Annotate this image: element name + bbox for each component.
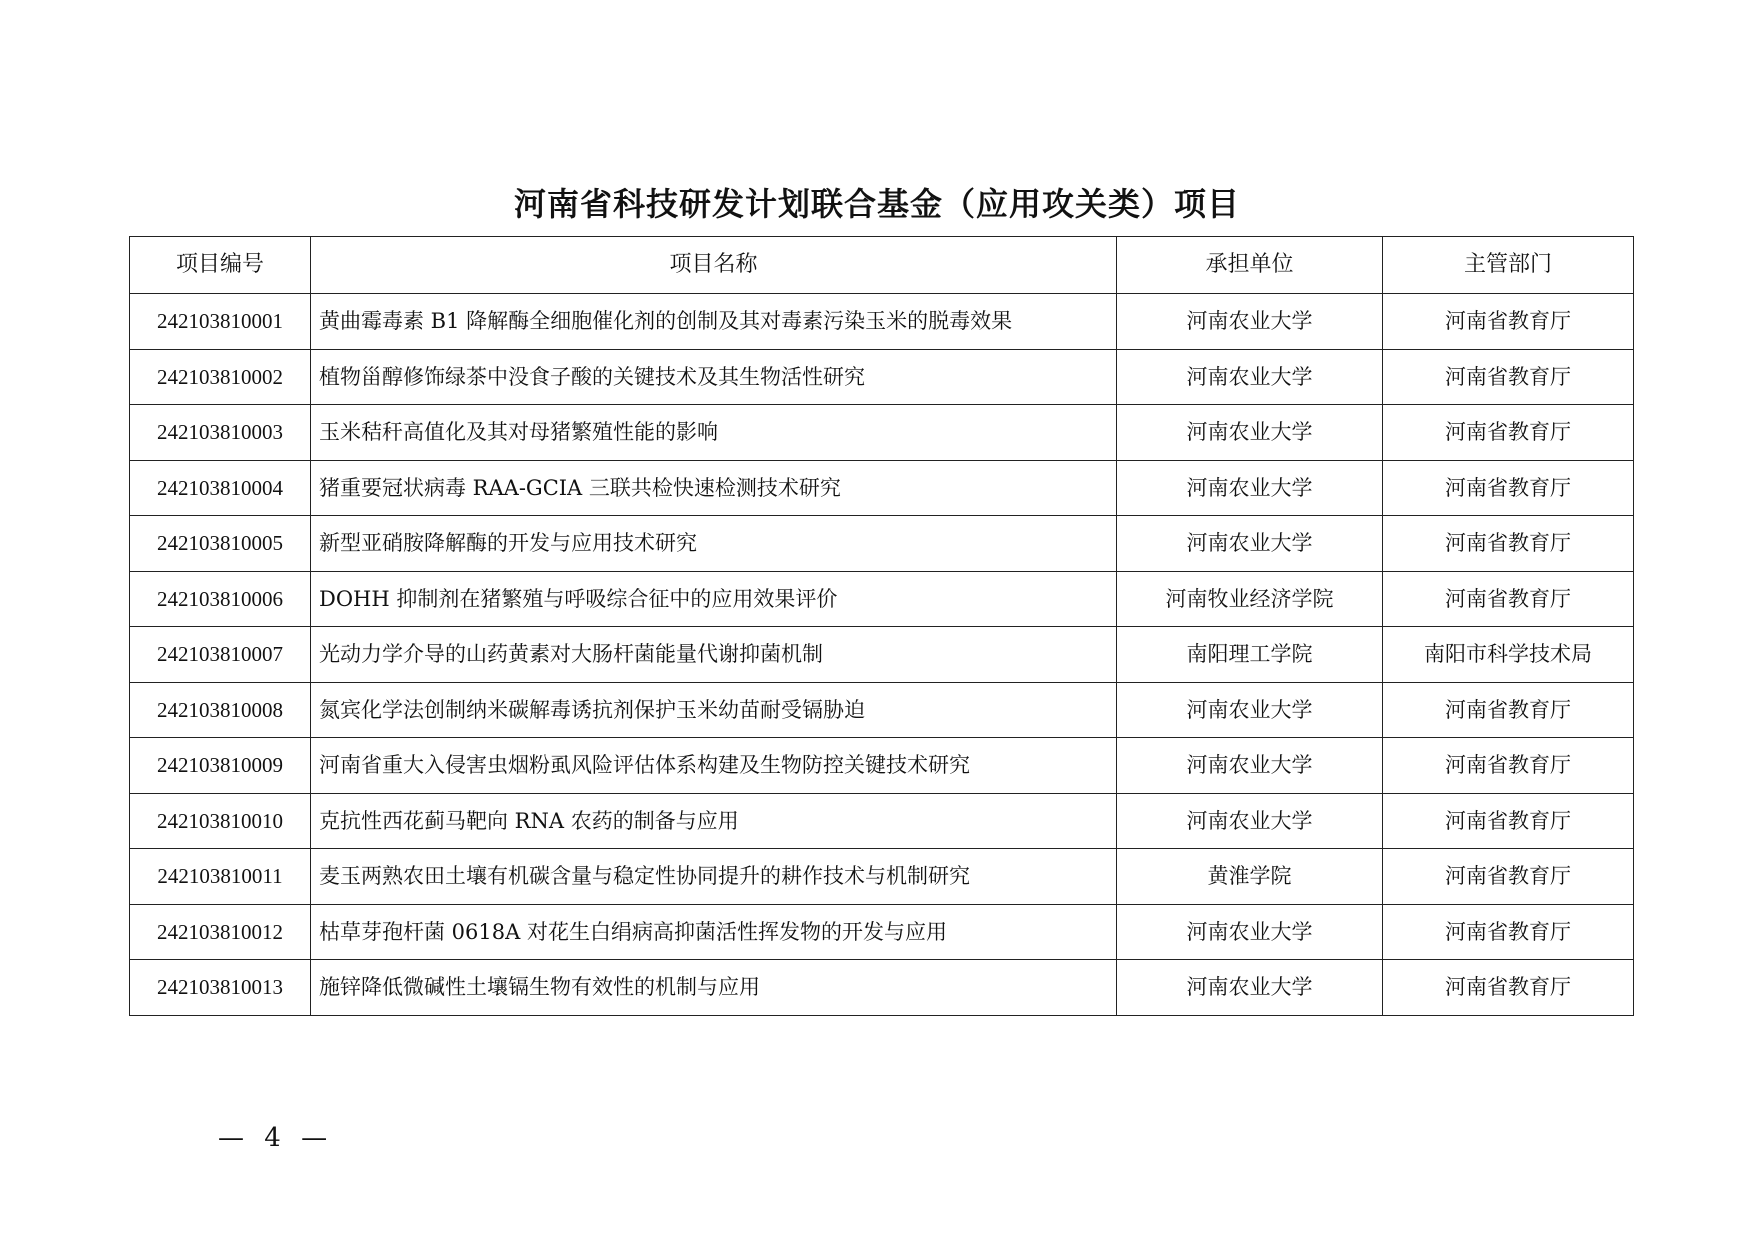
- table-row: [130, 516, 1634, 572]
- project-id-cell: 242103810003: [130, 405, 311, 461]
- table-row: [130, 904, 1634, 960]
- table-row: [130, 294, 1634, 350]
- project-name-cell: 枯草芽孢杆菌 0618A 对花生白绢病高抑菌活性挥发物的开发与应用: [311, 904, 1117, 960]
- table-row: [130, 738, 1634, 794]
- project-id-cell: 242103810008: [130, 682, 311, 738]
- table-row: [130, 460, 1634, 516]
- supervising-dept-cell: 河南省教育厅: [1383, 516, 1634, 572]
- table-row: [130, 849, 1634, 905]
- undertaking-unit-cell: 河南农业大学: [1117, 516, 1383, 572]
- project-id-cell: 242103810012: [130, 904, 311, 960]
- undertaking-unit-cell: 河南农业大学: [1117, 349, 1383, 405]
- table-row: [130, 349, 1634, 405]
- undertaking-unit-cell: 河南农业大学: [1117, 960, 1383, 1016]
- table-header-row: [130, 237, 1634, 294]
- project-id-cell: 242103810013: [130, 960, 311, 1016]
- project-id-cell: 242103810007: [130, 627, 311, 683]
- project-id-cell: 242103810011: [130, 849, 311, 905]
- table-row: [130, 405, 1634, 461]
- supervising-dept-cell: 河南省教育厅: [1383, 904, 1634, 960]
- table-row: [130, 627, 1634, 683]
- project-name-cell: 麦玉两熟农田土壤有机碳含量与稳定性协同提升的耕作技术与机制研究: [311, 849, 1117, 905]
- undertaking-unit-cell: 河南农业大学: [1117, 682, 1383, 738]
- project-name-cell: 施锌降低微碱性土壤镉生物有效性的机制与应用: [311, 960, 1117, 1016]
- undertaking-unit-cell: 河南农业大学: [1117, 793, 1383, 849]
- project-id-cell: 242103810006: [130, 571, 311, 627]
- undertaking-unit-cell: 河南牧业经济学院: [1117, 571, 1383, 627]
- supervising-dept-cell: 河南省教育厅: [1383, 682, 1634, 738]
- project-name-cell: 氮宾化学法创制纳米碳解毒诱抗剂保护玉米幼苗耐受镉胁迫: [311, 682, 1117, 738]
- project-id-cell: 242103810001: [130, 294, 311, 350]
- project-id-cell: 242103810002: [130, 349, 311, 405]
- header-supervising-dept: 主管部门: [1383, 237, 1634, 294]
- table-row: [130, 793, 1634, 849]
- project-name-cell: 猪重要冠状病毒 RAA-GCIA 三联共检快速检测技术研究: [311, 460, 1117, 516]
- supervising-dept-cell: 河南省教育厅: [1383, 793, 1634, 849]
- supervising-dept-cell: 河南省教育厅: [1383, 849, 1634, 905]
- table-row: [130, 571, 1634, 627]
- supervising-dept-cell: 河南省教育厅: [1383, 349, 1634, 405]
- project-id-cell: 242103810009: [130, 738, 311, 794]
- undertaking-unit-cell: 河南农业大学: [1117, 460, 1383, 516]
- project-id-cell: 242103810010: [130, 793, 311, 849]
- supervising-dept-cell: 河南省教育厅: [1383, 294, 1634, 350]
- undertaking-unit-cell: 河南农业大学: [1117, 738, 1383, 794]
- project-id-cell: 242103810004: [130, 460, 311, 516]
- undertaking-unit-cell: 黄淮学院: [1117, 849, 1383, 905]
- supervising-dept-cell: 南阳市科学技术局: [1383, 627, 1634, 683]
- project-name-cell: 光动力学介导的山药黄素对大肠杆菌能量代谢抑菌机制: [311, 627, 1117, 683]
- supervising-dept-cell: 河南省教育厅: [1383, 960, 1634, 1016]
- page-number: — 4 —: [218, 1123, 334, 1153]
- undertaking-unit-cell: 河南农业大学: [1117, 294, 1383, 350]
- project-name-cell: DOHH 抑制剂在猪繁殖与呼吸综合征中的应用效果评价: [311, 571, 1117, 627]
- project-name-cell: 玉米秸秆高值化及其对母猪繁殖性能的影响: [311, 405, 1117, 461]
- header-project-id: 项目编号: [130, 237, 311, 294]
- project-name-cell: 河南省重大入侵害虫烟粉虱风险评估体系构建及生物防控关键技术研究: [311, 738, 1117, 794]
- header-undertaking-unit: 承担单位: [1117, 237, 1383, 294]
- supervising-dept-cell: 河南省教育厅: [1383, 460, 1634, 516]
- page-title: 河南省科技研发计划联合基金（应用攻关类）项目: [513, 185, 1240, 223]
- table-row: [130, 682, 1634, 738]
- header-project-name: 项目名称: [311, 237, 1117, 294]
- undertaking-unit-cell: 南阳理工学院: [1117, 627, 1383, 683]
- project-name-cell: 新型亚硝胺降解酶的开发与应用技术研究: [311, 516, 1117, 572]
- supervising-dept-cell: 河南省教育厅: [1383, 738, 1634, 794]
- projects-table: [129, 236, 1634, 1016]
- supervising-dept-cell: 河南省教育厅: [1383, 405, 1634, 461]
- undertaking-unit-cell: 河南农业大学: [1117, 405, 1383, 461]
- project-name-cell: 黄曲霉毒素 B1 降解酶全细胞催化剂的创制及其对毒素污染玉米的脱毒效果: [311, 294, 1117, 350]
- project-name-cell: 克抗性西花蓟马靶向 RNA 农药的制备与应用: [311, 793, 1117, 849]
- supervising-dept-cell: 河南省教育厅: [1383, 571, 1634, 627]
- table-row: [130, 960, 1634, 1016]
- project-id-cell: 242103810005: [130, 516, 311, 572]
- undertaking-unit-cell: 河南农业大学: [1117, 904, 1383, 960]
- project-name-cell: 植物甾醇修饰绿茶中没食子酸的关键技术及其生物活性研究: [311, 349, 1117, 405]
